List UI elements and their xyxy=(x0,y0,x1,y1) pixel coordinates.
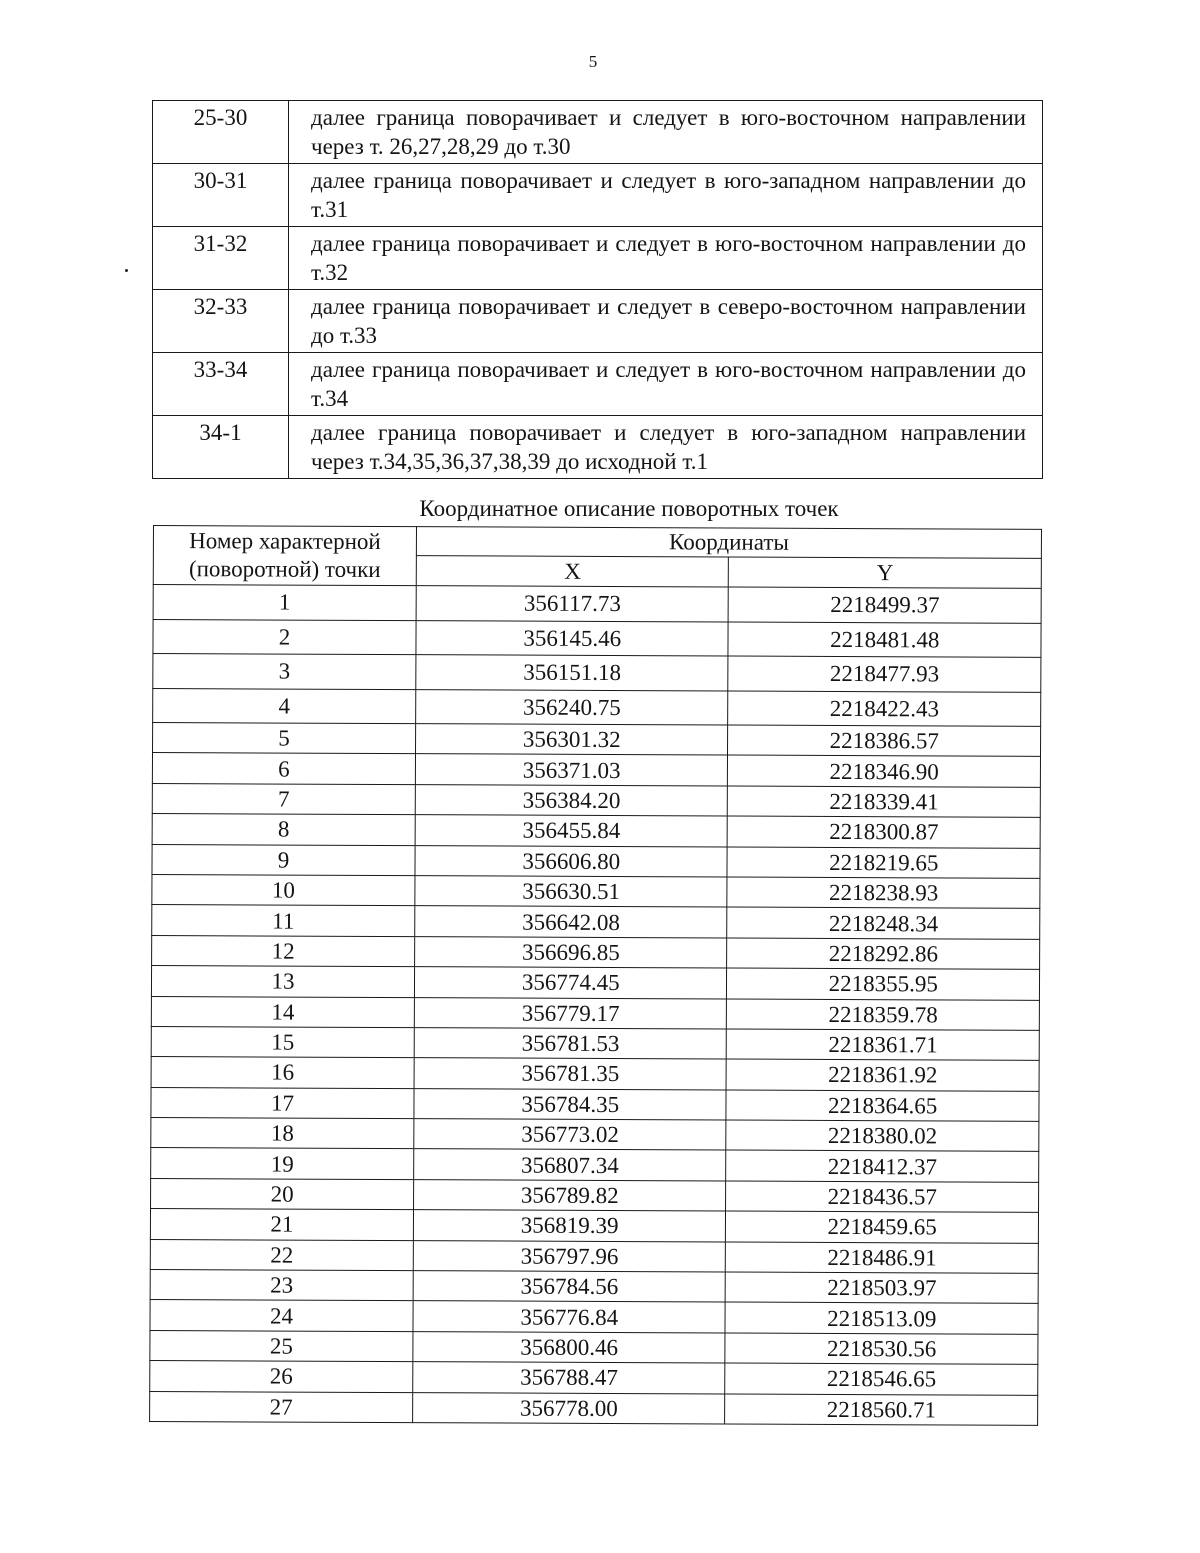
y-coordinate-cell: 2218546.65 xyxy=(725,1363,1038,1395)
x-coordinate-cell: 356117.73 xyxy=(416,586,729,622)
point-number-cell: 15 xyxy=(151,1026,414,1058)
y-coordinate-cell: 2218361.92 xyxy=(727,1059,1040,1091)
x-coordinate-cell: 356784.35 xyxy=(414,1088,727,1120)
segment-description: далее граница поворачивает и следует в юго-восточном направлении до т.34 xyxy=(289,353,1043,416)
table-row xyxy=(153,619,1041,657)
point-number-cell: 27 xyxy=(150,1391,413,1423)
x-coordinate-cell: 356642.08 xyxy=(415,906,728,938)
point-number-cell: 17 xyxy=(151,1087,414,1119)
segment-label: 25-30 xyxy=(153,101,289,164)
table-row xyxy=(151,1057,1039,1091)
table-row xyxy=(152,814,1040,848)
table-row xyxy=(150,1391,1038,1425)
point-number-cell: 20 xyxy=(151,1178,414,1210)
point-number-cell: 3 xyxy=(153,654,416,690)
x-coordinate-cell: 356240.75 xyxy=(416,689,729,725)
x-coordinate-cell: 356630.51 xyxy=(415,876,728,908)
table-row xyxy=(153,654,1041,692)
x-coordinate-cell: 356606.80 xyxy=(415,845,728,877)
y-coordinate-cell: 2218361.71 xyxy=(727,1029,1040,1061)
point-number-cell: 13 xyxy=(151,966,414,998)
x-header: X xyxy=(416,556,729,587)
x-coordinate-cell: 356819.39 xyxy=(413,1210,726,1242)
x-coordinate-cell: 356797.96 xyxy=(413,1240,726,1272)
table-row xyxy=(153,585,1041,623)
x-coordinate-cell: 356696.85 xyxy=(415,936,728,968)
point-number-cell: 16 xyxy=(151,1057,414,1089)
y-coordinate-cell: 2218436.57 xyxy=(726,1181,1039,1213)
point-number-cell: 7 xyxy=(152,783,415,815)
point-number-cell: 10 xyxy=(152,874,415,906)
boundary-row xyxy=(153,101,1043,164)
boundary-row xyxy=(153,290,1043,353)
point-number-cell: 14 xyxy=(151,996,414,1028)
coordinates-title: Координатное описание поворотных точек xyxy=(419,496,839,521)
table-row xyxy=(151,1118,1039,1152)
x-coordinate-cell: 356151.18 xyxy=(416,655,729,691)
x-coordinate-cell: 356371.03 xyxy=(415,754,728,786)
point-number-cell: 1 xyxy=(153,585,416,621)
y-coordinate-cell: 2218459.65 xyxy=(726,1211,1039,1243)
point-number-cell: 6 xyxy=(152,753,415,785)
segment-label: 31-32 xyxy=(153,227,289,290)
table-row xyxy=(152,844,1040,878)
y-coordinate-cell: 2218380.02 xyxy=(726,1120,1039,1152)
y-coordinate-cell: 2218300.87 xyxy=(728,816,1041,848)
point-number-cell: 26 xyxy=(150,1361,413,1393)
y-coordinate-cell: 2218412.37 xyxy=(726,1150,1039,1182)
x-coordinate-cell: 356145.46 xyxy=(416,620,729,656)
y-coordinate-cell: 2218238.93 xyxy=(727,877,1040,909)
x-coordinate-cell: 356781.35 xyxy=(414,1058,727,1090)
coordinates-table xyxy=(149,525,1042,1426)
y-coordinate-cell: 2218364.65 xyxy=(726,1090,1039,1122)
table-row xyxy=(150,1361,1038,1395)
y-header: Y xyxy=(729,557,1042,588)
boundary-row xyxy=(153,164,1043,227)
table-row xyxy=(153,723,1041,757)
table-row xyxy=(152,905,1040,939)
x-coordinate-cell: 356781.53 xyxy=(414,1028,727,1060)
y-coordinate-cell: 2218248.34 xyxy=(727,907,1040,939)
y-coordinate-cell: 2218481.48 xyxy=(728,622,1041,658)
x-coordinate-cell: 356776.84 xyxy=(413,1301,726,1333)
point-number-cell: 2 xyxy=(153,619,416,655)
x-coordinate-cell: 356455.84 xyxy=(415,815,728,847)
table-row xyxy=(150,1239,1038,1273)
boundary-row xyxy=(153,416,1043,479)
table-row xyxy=(150,1270,1038,1304)
y-coordinate-cell: 2218513.09 xyxy=(725,1302,1038,1334)
table-row xyxy=(151,1178,1039,1212)
x-coordinate-cell: 356778.00 xyxy=(413,1392,726,1424)
table-row xyxy=(151,966,1039,1000)
table-row xyxy=(152,783,1040,817)
point-number-cell: 11 xyxy=(152,905,415,937)
y-coordinate-cell: 2218339.41 xyxy=(728,786,1041,818)
y-coordinate-cell: 2218359.78 xyxy=(727,999,1040,1031)
point-number-cell: 25 xyxy=(150,1330,413,1362)
y-coordinate-cell: 2218503.97 xyxy=(726,1272,1039,1304)
y-coordinate-cell: 2218486.91 xyxy=(726,1242,1039,1274)
segment-label: 33-34 xyxy=(153,353,289,416)
boundary-description-table xyxy=(152,100,1043,479)
segment-description: далее граница поворачивает и следует в юго-западном направлении через т.34,35,36,37,38,39 до исходной т.1 xyxy=(289,416,1043,479)
x-coordinate-cell: 356800.46 xyxy=(413,1331,726,1363)
x-coordinate-cell: 356779.17 xyxy=(414,997,727,1029)
segment-description: далее граница поворачивает и следует в юго-западном направлении до т.31 xyxy=(289,164,1043,227)
x-coordinate-cell: 356807.34 xyxy=(414,1149,727,1181)
point-number-cell: 5 xyxy=(153,723,416,755)
table-row xyxy=(150,1209,1038,1243)
table-row xyxy=(152,753,1040,787)
point-number-cell: 8 xyxy=(152,814,415,846)
point-number-cell: 22 xyxy=(150,1239,413,1271)
table-row xyxy=(150,1330,1038,1364)
table-row xyxy=(151,1148,1039,1182)
table-row xyxy=(150,1300,1038,1334)
point-number-cell: 4 xyxy=(153,688,416,724)
coordinates-header: Координаты xyxy=(416,527,1041,559)
point-number-cell: 21 xyxy=(150,1209,413,1241)
y-coordinate-cell: 2218355.95 xyxy=(727,968,1040,1000)
coordinates-body xyxy=(150,585,1042,1426)
y-coordinate-cell: 2218530.56 xyxy=(725,1333,1038,1365)
segment-label: 30-31 xyxy=(153,164,289,227)
point-number-cell: 19 xyxy=(151,1148,414,1180)
point-number-header: Номер характерной (поворотной) точки xyxy=(153,526,416,586)
scan-speck xyxy=(125,269,128,272)
segment-description: далее граница поворачивает и следует в юго-восточном направлении до т.32 xyxy=(289,227,1043,290)
y-coordinate-cell: 2218386.57 xyxy=(728,725,1041,757)
segment-label: 34-1 xyxy=(153,416,289,479)
table-row xyxy=(153,688,1041,726)
boundary-row xyxy=(153,227,1043,290)
boundary-row xyxy=(153,353,1043,416)
table-row xyxy=(152,874,1040,908)
point-number-cell: 18 xyxy=(151,1118,414,1150)
point-number-cell: 12 xyxy=(152,935,415,967)
x-coordinate-cell: 356773.02 xyxy=(414,1119,727,1151)
point-number-cell: 23 xyxy=(150,1270,413,1302)
y-coordinate-cell: 2218560.71 xyxy=(725,1394,1038,1426)
y-coordinate-cell: 2218422.43 xyxy=(728,691,1041,727)
segment-description: далее граница поворачивает и следует в северо-восточном направлении до т.33 xyxy=(289,290,1043,353)
y-coordinate-cell: 2218477.93 xyxy=(728,656,1041,692)
x-coordinate-cell: 356301.32 xyxy=(416,724,729,756)
y-coordinate-cell: 2218499.37 xyxy=(729,587,1042,623)
x-coordinate-cell: 356789.82 xyxy=(414,1180,727,1212)
point-number-cell: 24 xyxy=(150,1300,413,1332)
table-row xyxy=(152,935,1040,969)
table-row xyxy=(151,996,1039,1030)
x-coordinate-cell: 356774.45 xyxy=(414,967,727,999)
y-coordinate-cell: 2218292.86 xyxy=(727,938,1040,970)
x-coordinate-cell: 356384.20 xyxy=(415,784,728,816)
segment-label: 32-33 xyxy=(153,290,289,353)
table-row xyxy=(151,1026,1039,1060)
x-coordinate-cell: 356788.47 xyxy=(413,1362,726,1394)
x-coordinate-cell: 356784.56 xyxy=(413,1271,726,1303)
point-number-cell: 9 xyxy=(152,844,415,876)
page-number: 5 xyxy=(588,52,598,71)
y-coordinate-cell: 2218219.65 xyxy=(727,847,1040,879)
y-coordinate-cell: 2218346.90 xyxy=(728,755,1041,787)
segment-description: далее граница поворачивает и следует в юго-восточном направлении через т. 26,27,28,29 до т.30 xyxy=(289,101,1043,164)
table-row xyxy=(151,1087,1039,1121)
